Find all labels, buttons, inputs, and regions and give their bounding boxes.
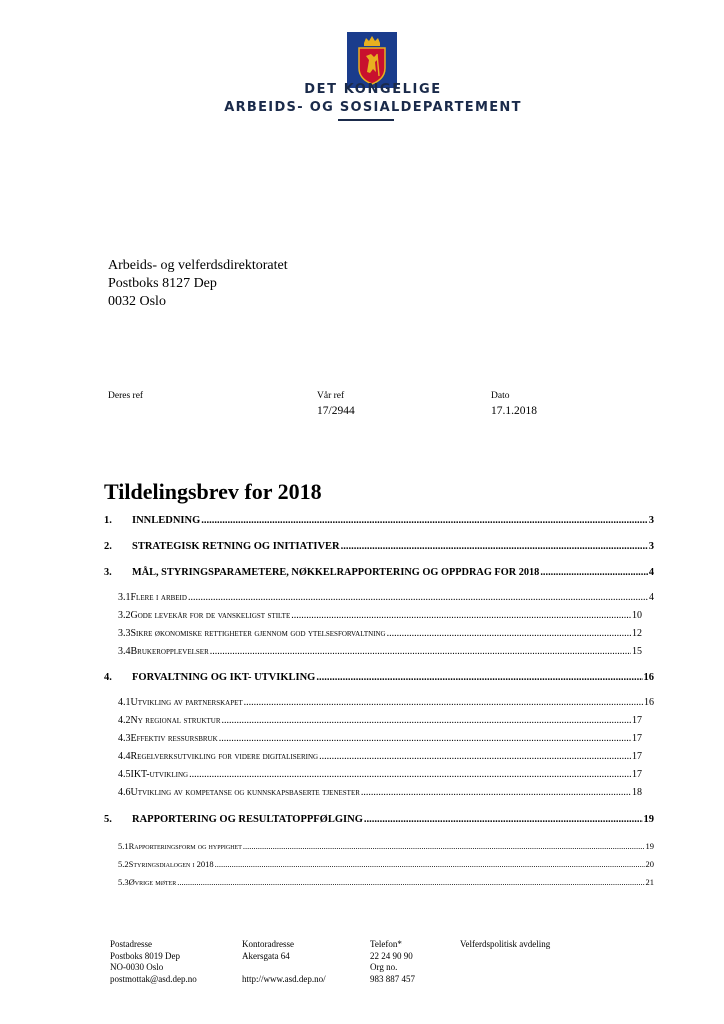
toc-subentry[interactable]: 4.4 Regelverksutvikling for videre digitalisering ..... 17 — [118, 751, 642, 762]
footer-email[interactable]: postmottak@asd.dep.no — [110, 973, 197, 984]
toc-subentry[interactable]: 4.1 Utvikling av partnerskapet ..... 16 — [118, 697, 654, 708]
toc-entry-text: RAPPORTERING OG RESULTATOPPFØLGING — [132, 814, 363, 825]
letterhead-line1: DET KONGELIGE — [304, 82, 442, 97]
var-ref-label: Vår ref — [317, 391, 345, 401]
recipient-name: Arbeids- og velferdsdirektoratet — [108, 258, 288, 273]
dato-value: 17.1.2018 — [491, 405, 537, 417]
toc-subentry-text: IKT-utvikling — [130, 769, 189, 780]
footer-avdeling: Velferdspolitisk avdeling — [460, 939, 551, 949]
footer-website-link[interactable]: http://www.asd.dep.no/ — [242, 973, 326, 984]
toc-subentry[interactable]: 4.3 Effektiv ressursbruk ..... 17 — [118, 733, 642, 744]
toc-subentry-text: Regelverksutvikling for videre digitalisering — [130, 751, 319, 762]
toc-subentry-text: Utvikling av partnerskapet — [130, 697, 243, 708]
toc-subentry[interactable]: 4.2 Ny regional struktur ..... 17 — [118, 715, 642, 726]
toc-entry-page: 19 — [643, 814, 654, 825]
dato-label: Dato — [491, 391, 510, 401]
toc-subentry[interactable]: 5.1 Rapporteringsform og hyppighet ..... 19 — [118, 841, 654, 851]
toc-subentry-text: Ny regional struktur — [130, 715, 221, 726]
toc-subentry-text: Utvikling av kompetanse og kunnskapsbaserte tjenester — [130, 787, 360, 798]
recipient-postbox: Postboks 8127 Dep — [108, 276, 217, 291]
deres-ref-label: Deres ref — [108, 391, 144, 401]
toc-subentry[interactable]: 3.2 Gode levekår for de vanskeligst stilte ..... 10 — [118, 610, 642, 621]
footer-telefon: Telefon* 22 24 90 90 Org no. 983 887 457 — [370, 939, 415, 984]
coat-of-arms-logo — [347, 32, 397, 88]
recipient-city: 0032 Oslo — [108, 294, 166, 309]
toc-entry-text: STRATEGISK RETNING OG INITIATIVER — [132, 541, 340, 552]
toc-subentry[interactable]: 3.4 Brukeropplevelser ..... 15 — [118, 646, 642, 657]
toc-subentry-text: Brukeropplevelser — [130, 646, 209, 657]
toc-entry-page: 4 — [648, 567, 654, 578]
letterhead-line2: ARBEIDS- OG SOSIALDEPARTEMENT — [224, 100, 522, 115]
toc-entry-text: FORVALTNING OG IKT- UTVIKLING — [132, 672, 316, 683]
toc-subentry-text: Øvrige møter — [128, 877, 177, 887]
footer-postadresse: Postadresse Postboks 8019 Dep NO-0030 Oslo postmottak@asd.dep.no — [110, 939, 197, 984]
toc-subentry[interactable]: 4.5 IKT-utvikling ..... 17 — [118, 769, 642, 780]
toc-entry-text: MÅL, STYRINGSPARAMETERE, NØKKELRAPPORTERING OG OPPDRAG FOR 2018 — [132, 567, 540, 578]
toc-subentry[interactable]: 4.6 Utvikling av kompetanse og kunnskapsbaserte tjenester ..... 18 — [118, 787, 642, 798]
toc-entry[interactable]: 1. INNLEDNING ..... 3 — [104, 515, 654, 526]
toc-subentry-text: Sikre økonomiske rettigheter gjennom god ytelsesforvaltning — [130, 628, 386, 639]
footer-kontoradresse: Kontoradresse Akersgata 64 http://www.asd.dep.no/ — [242, 939, 326, 984]
var-ref-value: 17/2944 — [317, 405, 355, 417]
toc-subentry[interactable]: 3.1 Flere i arbeid ..... 4 — [118, 592, 654, 603]
toc-entry[interactable]: 5. RAPPORTERING OG RESULTATOPPFØLGING ..... 19 — [104, 814, 654, 825]
toc-entry-page: 16 — [643, 672, 654, 683]
toc-entry[interactable]: 3. MÅL, STYRINGSPARAMETERE, NØKKELRAPPORTERING OG OPPDRAG FOR 2018 ..... 4 — [104, 567, 654, 578]
toc-entry-page: 3 — [648, 515, 654, 526]
toc-subentry-text: Styringsdialogen i 2018 — [128, 859, 214, 869]
toc-subentry[interactable]: 5.3 Øvrige møter ..... 21 — [118, 877, 654, 887]
document-title: Tildelingsbrev for 2018 — [104, 479, 322, 504]
toc-subentry-text: Rapporteringsform og hyppighet — [128, 841, 242, 851]
letterhead-divider — [338, 119, 394, 121]
toc-subentry-text: Gode levekår for de vanskeligst stilte — [130, 610, 291, 621]
toc-entry[interactable]: 4. FORVALTNING OG IKT- UTVIKLING ..... 16 — [104, 672, 654, 683]
toc-entry[interactable]: 2. STRATEGISK RETNING OG INITIATIVER ..... 3 — [104, 541, 654, 552]
toc-entry-page: 3 — [648, 541, 654, 552]
toc-subentry-text: Flere i arbeid — [130, 592, 187, 603]
toc-subentry[interactable]: 5.2 Styringsdialogen i 2018 ..... 20 — [118, 859, 654, 869]
toc-subentry[interactable]: 3.3 Sikre økonomiske rettigheter gjennom god ytelsesforvaltning ..... 12 — [118, 628, 642, 639]
toc-subentry-text: Effektiv ressursbruk — [130, 733, 218, 744]
toc-entry-text: INNLEDNING — [132, 515, 201, 526]
